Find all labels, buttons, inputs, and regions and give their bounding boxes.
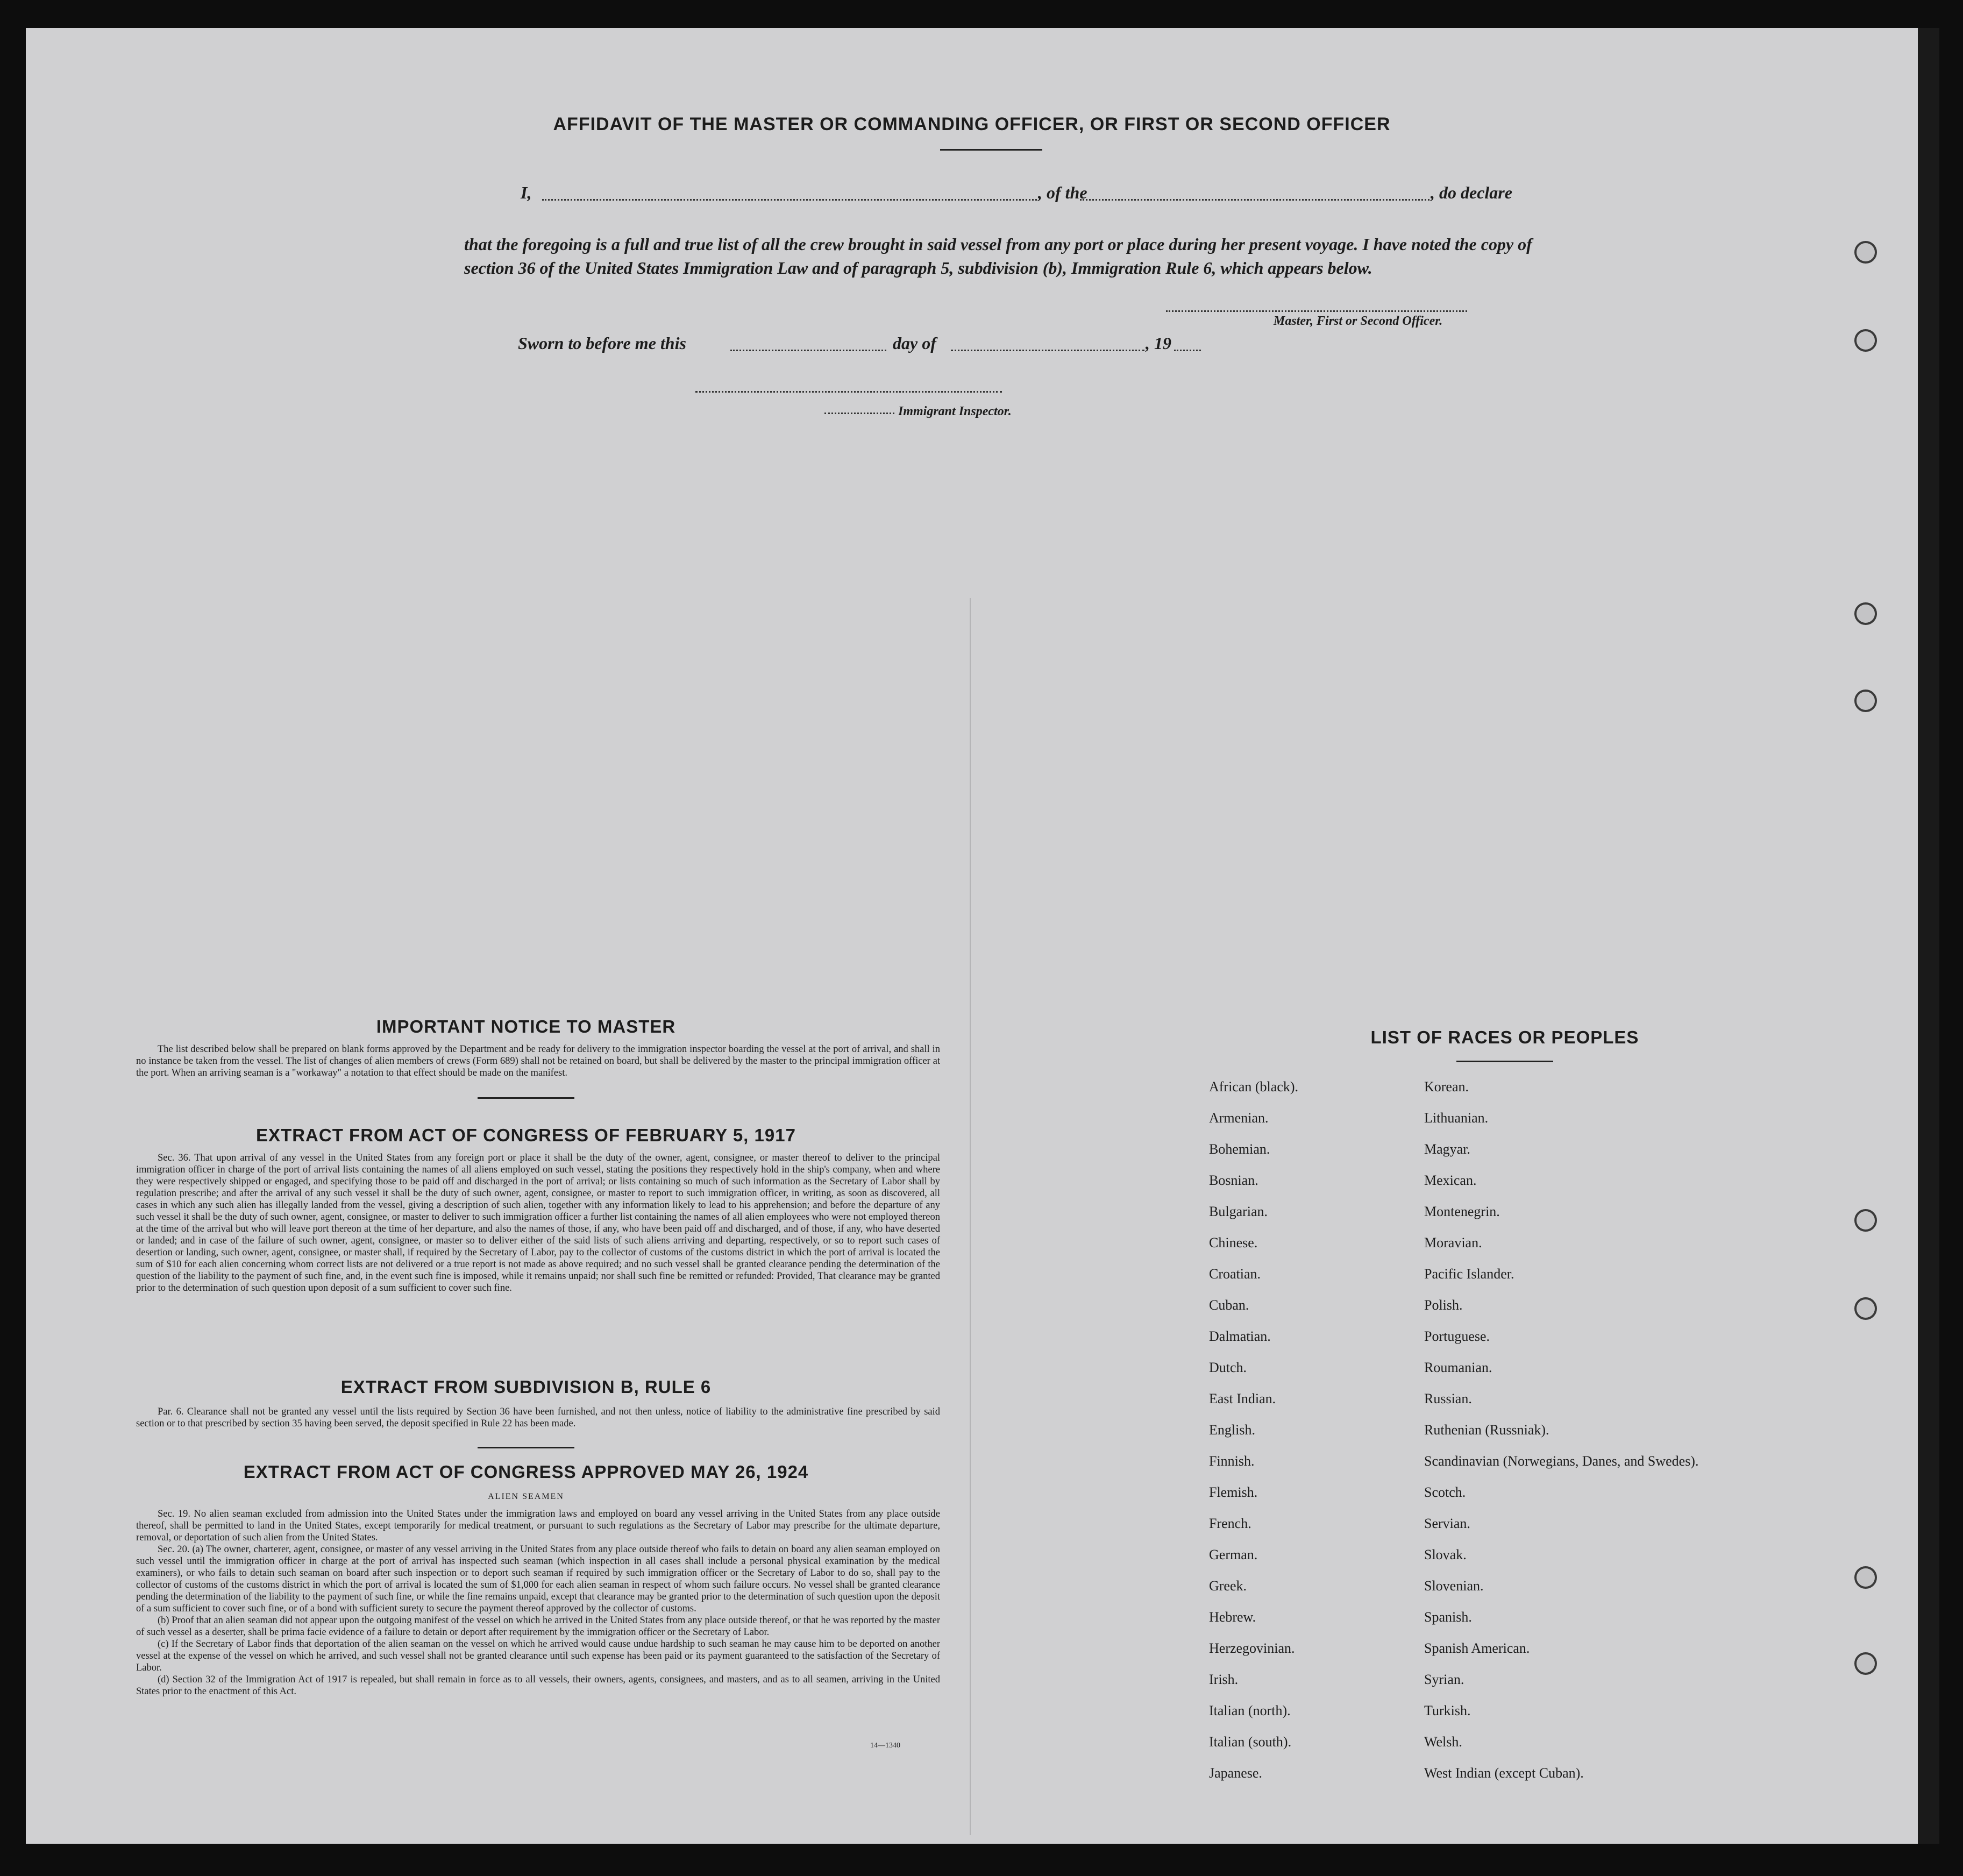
binder-hole (1854, 1566, 1877, 1589)
race-item: Moravian. (1424, 1235, 1482, 1250)
binder-hole (1854, 690, 1877, 712)
race-item: Spanish. (1424, 1609, 1472, 1625)
master-label: Master, First or Second Officer. (1274, 314, 1443, 328)
race-item: Montenegrin. (1424, 1204, 1500, 1219)
race-item: Roumanian. (1424, 1360, 1492, 1375)
races-divider (1456, 1061, 1553, 1062)
binder-hole (1854, 1209, 1877, 1232)
master-signature-line (1166, 310, 1467, 312)
sec-19-paragraph: Sec. 19. No alien seaman excluded from admission into the United States under the immigration laws and employed on board any vessel arriving in the United States from any place outside thereof, shall be permitted to land in the United States, except temporarily for medical treatment, or pursuant to such regulations as the Secretary of Labor may prescribe for the ultimate departure, removal, or deportation of such alien from the United States. (136, 1509, 940, 1543)
notice-divider (478, 1097, 574, 1099)
title-divider (940, 149, 1042, 151)
affidavit-do-declare: , do declare (1431, 183, 1512, 202)
sec-20d-paragraph: (d) Section 32 of the Immigration Act of 1917 is repealed, but shall remain in force as to all vessels, their owners, agents, consignees, and masters, and as to all seamen, arriving in the United States prior to the enactment of this Act. (136, 1674, 940, 1697)
race-item: Bohemian. (1209, 1141, 1270, 1157)
binder-hole (1854, 329, 1877, 352)
rule6-text (136, 1406, 940, 1430)
race-item: Russian. (1424, 1391, 1472, 1406)
sec-20a-paragraph: Sec. 20. (a) The owner, charterer, agent, consignee, or master of any vessel arriving in the United States from any place outside thereof who fails to detain on board any alien seaman employed on such vessel until the immigration officer in charge at the port of arrival has inspected such seaman (which inspection in all cases shall include a personal physical examination by the medical examiners), or who fails to detain such seaman on board after such inspection or to deport such seaman if required by such immigration officer or the Secretary of Labor to do so, shall pay to the collector of customs of the customs district in which the port of arrival is located the sum of $1,000 for each alien seaman in respect of whom such failure occurs. No vessel shall be granted clearance pending the determination of the liability to the payment of such fine, or while the fine remains unpaid, except that clearance may be granted prior to the determination of such question upon the deposit of a sum sufficient to cover such fine, or of a bond with sufficient surety to secure the payment thereof approved by the collector of customs. (136, 1544, 940, 1614)
affidavit-i: I, (521, 183, 532, 202)
notice-paragraph: The list described below shall be prepared on blank forms approved by the Department and be ready for delivery to the immigration inspector boarding the vessel at the port of arrival, and shall in no instance be taken from the vessel. The list of changes of alien members of crews (Form 689) shall not be retained on board, but shall be delivered by the master to the principal immigration officer at the port. When an arriving seaman is a "workaway" a notation to that effect should be made on the manifest. (136, 1044, 940, 1078)
extract-1924-text (136, 1508, 940, 1697)
races-left-column (1209, 1079, 1413, 1797)
race-item: Irish. (1209, 1672, 1239, 1687)
alien-seamen-heading: ALIEN SEAMEN (488, 1492, 564, 1501)
race-item: Dutch. (1209, 1360, 1247, 1375)
race-item: Ruthenian (Russniak). (1424, 1422, 1549, 1438)
sworn-text: Sworn to before me this (518, 333, 686, 353)
extract-1917-title: EXTRACT FROM ACT OF CONGRESS OF FEBRUARY 5, 1917 (256, 1125, 796, 1145)
race-item: German. (1209, 1547, 1258, 1562)
inspector-leader-line (824, 413, 894, 414)
race-item: Italian (north). (1209, 1703, 1291, 1718)
race-item: Pacific Islander. (1424, 1266, 1514, 1282)
name-blank (542, 199, 1037, 201)
race-item: Portuguese. (1424, 1328, 1490, 1344)
year-blank (1174, 350, 1201, 351)
affidavit-title: AFFIDAVIT OF THE MASTER OR COMMANDING OFFICER, OR FIRST OR SECOND OFFICER (553, 114, 1391, 134)
race-item: Slovak. (1424, 1547, 1467, 1562)
year-prefix: , 19 (1146, 333, 1171, 353)
extract-1917-text (136, 1152, 940, 1294)
page-edge-strip (1918, 28, 1939, 1844)
race-item: Servian. (1424, 1516, 1470, 1531)
race-item: French. (1209, 1516, 1251, 1531)
race-item: Welsh. (1424, 1734, 1462, 1750)
race-item: Greek. (1209, 1578, 1247, 1594)
sworn-day-blank (730, 350, 886, 351)
race-item: Hebrew. (1209, 1609, 1256, 1625)
binder-hole (1854, 241, 1877, 264)
race-item: English. (1209, 1422, 1255, 1438)
race-item: African (black). (1209, 1079, 1299, 1095)
notice-title: IMPORTANT NOTICE TO MASTER (376, 1017, 676, 1036)
race-item: Magyar. (1424, 1141, 1470, 1157)
binder-hole (1854, 1297, 1877, 1320)
notice-text (136, 1043, 940, 1079)
race-item: Scandinavian (Norwegians, Danes, and Swedes). (1424, 1453, 1699, 1469)
race-item: Croatian. (1209, 1266, 1261, 1282)
race-item: Cuban. (1209, 1297, 1249, 1313)
race-item: Herzegovinian. (1209, 1640, 1295, 1656)
inspector-label: Immigrant Inspector. (898, 404, 1012, 418)
race-item: Armenian. (1209, 1110, 1269, 1126)
race-item: Finnish. (1209, 1453, 1255, 1469)
rule6-title: EXTRACT FROM SUBDIVISION B, RULE 6 (340, 1377, 712, 1397)
extract-1917-paragraph: Sec. 36. That upon arrival of any vessel in the United States from any foreign port or place it shall be the duty of the owner, agent, consignee, or master thereof to deliver to the principal immigration officer in charge of the port of arrival lists containing the names of all aliens employed on such vessel, stating the positions they respectively hold in the ship's company, when and where they were respectively shipped or engaged, and specifying those to be paid off and discharged in the port of arrival; or lists containing so much of such information as the Secretary of Labor shall by regulation prescribe; and after the arrival of any such vessel it shall be the duty of such owner, agent, consignee, or master to report to such immigration officer, in writing, as soon as discovered, all cases in which any such alien has illegally landed from the vessel, giving a description of such alien, together with any information likely to lead to his apprehension; and before the departure of any such vessel it shall be the duty of such owner, agent, consignee, or master to deliver to such immigration officer a further list containing the names of all alien employees who were not employed thereon at the time of the arrival but who will leave port thereon at the time of her departure, and also the names of those, if any, who have been paid off and discharged, and of those, if any, who have deserted or landed; and in case of the failure of such owner, agent, consignee, or master so to deliver either of the said lists of such aliens arriving and departing, respectively, or so to report such cases of desertion or landing, such owner, agent, consignee, or master shall, if required by the Secretary of Labor, pay to the collector of customs of the customs district in which the port of arrival is located the sum of $10 for each alien concerning whom correct lists are not delivered or a true report is not made as above required; and no such vessel shall be granted clearance pending the determination of the question of the liability to the payment of such fine, and, in the event such fine is imposed, while it remains unpaid; nor shall such fine be remitted or refunded: Provided, That clearance may be granted prior to the determination of such question upon deposit of a sum sufficient to cover such fine. (136, 1153, 940, 1294)
race-item: Mexican. (1424, 1172, 1477, 1188)
races-right-column (1424, 1079, 1699, 1797)
vessel-blank (1080, 199, 1429, 201)
inspector-signature-line (695, 391, 1002, 393)
race-item: Italian (south). (1209, 1734, 1292, 1750)
sec-20c-paragraph: (c) If the Secretary of Labor finds that deportation of the alien seaman on the vessel on which he arrived would cause undue hardship to such seaman he may cause him to be deported on another vessel at the expense of the vessel on which he arrived, and such vessel shall not be granted clearance until such expense has been paid or its payment guaranteed to the satisfaction of the Secretary of Labor. (136, 1639, 940, 1673)
rule6-paragraph: Par. 6. Clearance shall not be granted any vessel until the lists required by Section 36 have been furnished, and not then unless, notice of liability to the administrative fine prescribed by said section or to that prescribed by section 35 having been served, the deposit specified in Rule 22 has been made. (136, 1406, 940, 1429)
race-item: Polish. (1424, 1297, 1463, 1313)
race-item: Flemish. (1209, 1484, 1258, 1500)
race-item: Chinese. (1209, 1235, 1258, 1250)
day-of-text: day of (893, 333, 936, 353)
race-item: Slovenian. (1424, 1578, 1484, 1594)
race-item: Dalmatian. (1209, 1328, 1271, 1344)
race-item: Korean. (1424, 1079, 1469, 1095)
race-item: Spanish American. (1424, 1640, 1530, 1656)
sworn-month-blank (951, 350, 1144, 351)
fold-line (970, 598, 971, 1835)
affidavit-of-the: , of the (1038, 183, 1087, 202)
sec-20b-paragraph: (b) Proof that an alien seaman did not appear upon the outgoing manifest of the vessel on which he arrived in the United States from any place outside thereof, or that he was reported by the master of such vessel as a deserter, shall be prima facie evidence of a failure to detain or deport after requirement by the immigration officer or the Secretary of Labor. (136, 1615, 940, 1638)
race-item: Bulgarian. (1209, 1204, 1268, 1219)
race-item: Lithuanian. (1424, 1110, 1489, 1126)
rule6-divider (478, 1447, 574, 1448)
extract-1924-title: EXTRACT FROM ACT OF CONGRESS APPROVED MAY 26, 1924 (243, 1462, 809, 1482)
race-item: Syrian. (1424, 1672, 1464, 1687)
binder-hole (1854, 1652, 1877, 1675)
affidavit-body: that the foregoing is a full and true list of all the crew brought in said vessel from any port or place during her present voyage. I have noted the copy of section 36 of the United States Immigration Law and of paragraph 5, subdivision (b), Immigration Rule 6, which appears below. (464, 234, 1532, 278)
race-item: Turkish. (1424, 1703, 1471, 1718)
race-item: Japanese. (1209, 1765, 1262, 1781)
race-item: East Indian. (1209, 1391, 1276, 1406)
race-item: West Indian (except Cuban). (1424, 1765, 1584, 1781)
document-page (26, 28, 1918, 1844)
binder-hole (1854, 602, 1877, 625)
races-title: LIST OF RACES OR PEOPLES (1370, 1027, 1639, 1047)
form-number: 14—1340 (870, 1742, 900, 1750)
race-item: Bosnian. (1209, 1172, 1258, 1188)
race-item: Scotch. (1424, 1484, 1466, 1500)
